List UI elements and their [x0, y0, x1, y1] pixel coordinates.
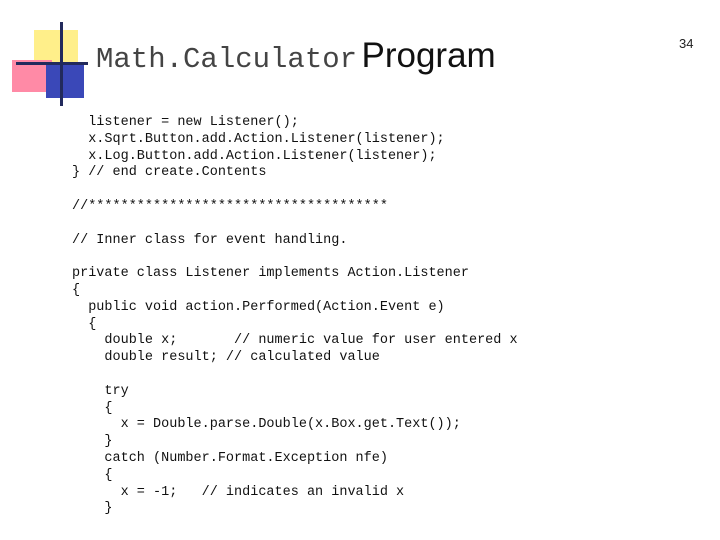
page-number: 34: [679, 36, 694, 51]
code-line: private class Listener implements Action.Listener: [72, 266, 469, 282]
code-line: x.Sqrt.Button.add.Action.Listener(listener);: [72, 131, 445, 147]
decor-horizontal-line: [16, 62, 88, 65]
slide-title-text: Program: [361, 36, 496, 75]
code-line: }: [72, 434, 113, 450]
code-line: x.Log.Button.add.Action.Listener(listener);: [72, 148, 437, 164]
decor-blue-square: [46, 62, 84, 98]
slide-title: [96, 38, 496, 74]
code-line: [72, 249, 518, 266]
code-line: try: [72, 383, 129, 399]
code-line: {: [72, 467, 113, 483]
code-line: [72, 182, 518, 199]
code-block: [72, 115, 518, 518]
code-line: double x; // numeric value for user entered x: [72, 333, 518, 349]
code-line: public void action.Performed(Action.Event e): [72, 299, 445, 315]
slide-title-code: Math.Calculator: [96, 43, 358, 76]
code-line: //*************************************: [72, 198, 388, 214]
code-line: x = Double.parse.Double(x.Box.get.Text());: [72, 417, 461, 433]
code-line: [72, 216, 518, 233]
code-line: {: [72, 400, 113, 416]
code-line: listener = new Listener();: [72, 115, 299, 130]
code-line: // Inner class for event handling.: [72, 232, 348, 248]
code-line: x = -1; // indicates an invalid x: [72, 484, 405, 500]
code-line: }: [72, 501, 113, 517]
code-line: [72, 367, 518, 384]
code-line: {: [72, 282, 81, 298]
code-line: } // end create.Contents: [72, 165, 267, 181]
code-line: double result; // calculated value: [72, 350, 380, 366]
code-line: catch (Number.Format.Exception nfe): [72, 450, 388, 466]
code-line: {: [72, 316, 97, 332]
